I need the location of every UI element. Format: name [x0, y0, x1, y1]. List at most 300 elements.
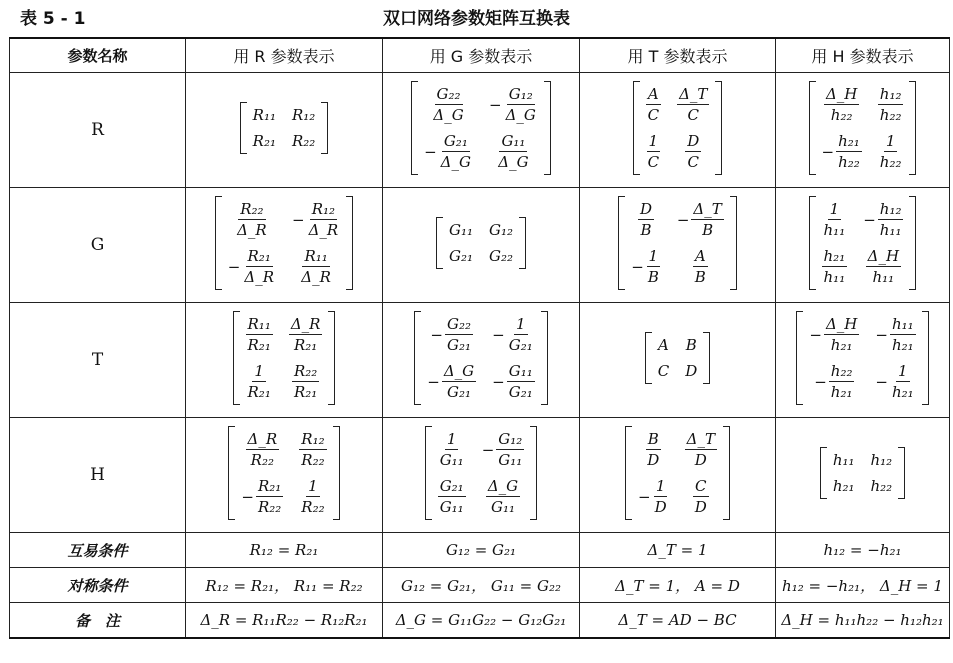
matrix [411, 81, 551, 175]
matrix [215, 196, 353, 290]
matrix-entry [496, 132, 530, 171]
matrix-cell [776, 73, 950, 188]
fraction [445, 315, 473, 354]
matrix-entry [871, 477, 893, 495]
fraction-denominator: R₂₂ [301, 451, 325, 469]
formula-cell: Δ_R = R₁₁R₂₂ − R₁₂R₂₁ [186, 603, 383, 639]
fraction-denominator: G₁₁ [439, 451, 464, 469]
matrix-grid [816, 81, 910, 175]
matrix-left-bracket [240, 102, 247, 154]
matrix-left-bracket [625, 426, 632, 520]
matrix-right-bracket [922, 311, 929, 405]
fraction-denominator: G₂₁ [508, 383, 533, 401]
matrix-row-g [10, 188, 950, 303]
minus-sign: − [863, 210, 876, 229]
matrix-entry [486, 477, 520, 516]
matrix-grid [240, 311, 329, 405]
fraction [677, 85, 709, 124]
minus-sign: − [809, 325, 822, 344]
matrix [618, 196, 737, 290]
entry-symbol: h₂₁ [832, 477, 855, 495]
matrix-entry [489, 247, 513, 265]
matrix-left-bracket [618, 196, 625, 290]
fraction-numerator: Δ_T [679, 85, 708, 103]
fraction-numerator: R₂₁ [247, 247, 271, 265]
fraction [431, 85, 465, 124]
matrix-left-bracket [425, 426, 432, 520]
fraction [246, 430, 280, 469]
matrix-cell [776, 188, 950, 303]
matrix [809, 81, 917, 175]
fraction [693, 477, 709, 516]
matrix [228, 426, 339, 520]
entry-symbol: G₂₁ [448, 247, 473, 265]
fraction [866, 247, 901, 286]
matrix-entry [875, 362, 915, 401]
row-label: 互易条件 [10, 533, 186, 568]
fraction-denominator: R₂₂ [250, 451, 274, 469]
fraction [438, 430, 466, 469]
matrix-left-bracket [809, 81, 816, 175]
matrix-entry [646, 85, 661, 124]
matrix-entry [677, 85, 709, 124]
header-t: 用 T 参数表示 [580, 38, 776, 73]
minus-sign: − [875, 372, 888, 391]
fraction [507, 315, 535, 354]
fraction-numerator: 1 [655, 477, 666, 495]
matrix-entry [638, 477, 669, 516]
fraction-numerator: Δ_H [867, 247, 900, 265]
fraction-numerator: 1 [446, 430, 457, 448]
matrix-grid [652, 332, 704, 384]
matrix-right-bracket [328, 311, 335, 405]
row-label: H [10, 418, 186, 533]
fraction [836, 132, 862, 171]
entry-symbol: D [685, 362, 698, 380]
fraction-numerator: 1 [885, 132, 896, 150]
matrix [425, 426, 538, 520]
fraction [442, 362, 476, 401]
fraction-numerator: 1 [254, 362, 264, 380]
fraction [235, 200, 269, 239]
formula-cell: h₁₂ = −h₂₁ [776, 533, 950, 568]
row-label: G [10, 188, 186, 303]
fraction-denominator: h₁₁ [823, 221, 846, 239]
fraction-numerator: G₁₂ [508, 85, 533, 103]
fraction [693, 247, 708, 286]
matrix-grid [640, 81, 716, 175]
minus-sign: − [241, 487, 254, 506]
matrix-grid [235, 426, 332, 520]
minus-sign: − [424, 142, 437, 161]
fraction-numerator: G₁₂ [498, 430, 523, 448]
matrix-right-bracket [530, 426, 537, 520]
matrix-left-bracket [215, 196, 222, 290]
fraction [638, 200, 654, 239]
fraction-numerator: Δ_H [825, 85, 858, 103]
matrix-right-bracket [519, 217, 526, 269]
fraction [246, 315, 273, 354]
matrix-entry [686, 336, 697, 354]
matrix-cell [383, 303, 580, 418]
header-r: 用 R 参数表示 [186, 38, 383, 73]
matrix-entry [638, 200, 654, 239]
fraction-denominator: R₂₁ [247, 383, 271, 401]
fraction-denominator: h₂₁ [830, 336, 853, 354]
matrix-right-bracket [909, 196, 916, 290]
matrix-grid [816, 196, 910, 290]
fraction-numerator: D [640, 200, 653, 218]
matrix-grid [418, 81, 544, 175]
matrix-left-bracket [633, 81, 640, 175]
fraction-numerator: 1 [308, 477, 318, 495]
matrix-grid [443, 217, 519, 269]
matrix-entry [878, 85, 904, 124]
fraction-denominator: h₁₁ [872, 268, 895, 286]
fraction-denominator: D [694, 451, 707, 469]
matrix-entry [292, 200, 340, 239]
fraction [496, 430, 524, 469]
matrix-right-bracket [346, 196, 353, 290]
fraction [878, 132, 904, 171]
matrix-entry [427, 362, 476, 401]
fraction [890, 362, 916, 401]
minus-sign: − [292, 210, 305, 229]
fraction [824, 315, 859, 354]
matrix-entry [430, 315, 473, 354]
fraction-denominator: Δ_R [244, 268, 274, 286]
formula-cell: Δ_T = 1 [580, 533, 776, 568]
matrix-entry [658, 362, 669, 380]
header-g: 用 G 参数表示 [383, 38, 580, 73]
fraction-denominator: Δ_G [433, 106, 464, 124]
fraction-denominator: R₂₂ [257, 498, 282, 516]
fraction-numerator: 1 [515, 315, 526, 333]
fraction [256, 477, 283, 516]
formula-cell: Δ_T = 1， A = D [580, 568, 776, 603]
entry-symbol: h₁₁ [832, 451, 855, 469]
fraction-numerator: h₁₂ [879, 85, 902, 103]
fraction-denominator: Δ_R [301, 268, 331, 286]
matrix-entry [685, 132, 701, 171]
matrix [240, 102, 329, 154]
matrix-row-r [10, 73, 950, 188]
fraction [504, 85, 538, 124]
fraction-denominator: h₂₁ [891, 383, 914, 401]
matrix-entry [871, 451, 893, 469]
table-number: 表 5 - 1 [20, 9, 86, 29]
header-row [10, 38, 950, 73]
formula-cell: Δ_G = G₁₁G₂₂ − G₁₂G₂₁ [383, 603, 580, 639]
matrix-left-bracket [228, 426, 235, 520]
fraction [646, 85, 661, 124]
minus-sign: − [481, 440, 495, 459]
formula-cell: h₁₂ = −h₂₁， Δ_H = 1 [776, 568, 950, 603]
matrix-grid [222, 196, 346, 290]
fraction-denominator: Δ_R [308, 221, 339, 239]
fraction [507, 362, 535, 401]
matrix-right-bracket [541, 311, 548, 405]
matrix-entry [814, 362, 854, 401]
fraction-denominator: Δ_G [498, 153, 529, 171]
formula-cell: G₁₂ = G₂₁， G₁₁ = G₂₂ [383, 568, 580, 603]
entry-symbol: G₂₂ [489, 247, 514, 265]
matrix-right-bracket [333, 426, 340, 520]
matrix-left-bracket [411, 81, 418, 175]
entry-symbol: R₁₂ [292, 106, 316, 124]
formula-cell: Δ_H = h₁₁h₂₂ − h₁₂h₂₁ [776, 603, 950, 639]
entry-symbol: A [658, 336, 669, 354]
fraction [299, 430, 326, 469]
matrix-cell [186, 303, 383, 418]
fraction-numerator: R₂₂ [240, 200, 264, 218]
matrix-entry [438, 477, 466, 516]
fraction-numerator: Δ_H [825, 315, 858, 333]
matrix-right-bracket [730, 196, 737, 290]
matrix-left-bracket [796, 311, 803, 405]
fraction-denominator: h₂₂ [879, 153, 902, 171]
fraction-numerator: R₂₁ [257, 477, 282, 495]
matrix-entry [878, 132, 904, 171]
matrix-grid [632, 426, 723, 520]
header-param-name: 参数名称 [10, 38, 186, 73]
table-title: 双口网络参数矩阵互换表 [383, 9, 570, 29]
fraction-denominator: B [694, 268, 706, 286]
matrix-entry [289, 315, 323, 354]
matrix-entry [246, 315, 273, 354]
matrix-entry [292, 106, 315, 124]
entry-symbol: G₁₂ [489, 221, 514, 239]
fraction-denominator: Δ_R [237, 221, 267, 239]
fraction-numerator: R₂₂ [294, 362, 318, 380]
minus-sign: − [430, 325, 443, 344]
fraction-numerator: G₂₂ [446, 315, 471, 333]
matrix-cell [383, 188, 580, 303]
matrix-cell [186, 73, 383, 188]
matrix [233, 311, 336, 405]
fraction [878, 85, 904, 124]
matrix-left-bracket [414, 311, 421, 405]
notes-row [10, 603, 950, 639]
fraction [307, 200, 341, 239]
fraction-numerator: D [687, 132, 700, 150]
minus-sign: − [427, 372, 440, 391]
minus-sign: − [489, 95, 502, 114]
fraction [878, 200, 904, 239]
matrix-entry [235, 200, 269, 239]
symmetry-row [10, 568, 950, 603]
fraction-denominator: G₂₁ [446, 336, 471, 354]
minus-sign: − [875, 325, 888, 344]
matrix-left-bracket [820, 447, 827, 499]
fraction-denominator: h₁₁ [823, 268, 846, 286]
fraction-numerator: h₂₁ [838, 132, 860, 150]
row-label: T [10, 303, 186, 418]
matrix-grid [432, 426, 531, 520]
matrix-entry [693, 247, 708, 286]
fraction-numerator: B [647, 430, 659, 448]
matrix-cell [383, 418, 580, 533]
matrix-cell [580, 73, 776, 188]
row-label: R [10, 73, 186, 188]
fraction-denominator: h₁₁ [879, 221, 902, 239]
fraction-denominator: R₂₁ [247, 336, 271, 354]
matrix-entry [424, 132, 473, 171]
fraction [829, 362, 855, 401]
fraction-denominator: Δ_G [440, 153, 471, 171]
fraction [292, 362, 319, 401]
matrix-grid [803, 311, 921, 405]
fraction [438, 477, 466, 516]
matrix-entry [677, 200, 724, 239]
matrix-entry [299, 247, 333, 286]
matrix-right-bracket [898, 447, 905, 499]
matrix-cell [186, 188, 383, 303]
matrix-right-bracket [715, 81, 722, 175]
matrix-entry [824, 85, 859, 124]
matrix-cell [580, 418, 776, 533]
fraction [246, 362, 273, 401]
matrix [809, 196, 917, 290]
fraction [822, 200, 848, 239]
minus-sign: − [814, 372, 827, 391]
entry-symbol: h₁₂ [870, 451, 893, 469]
fraction-denominator: D [647, 451, 660, 469]
matrix-entry [685, 430, 717, 469]
matrix-entry [833, 451, 855, 469]
conversion-table [9, 37, 950, 639]
fraction-denominator: C [647, 153, 660, 171]
matrix-cell [580, 303, 776, 418]
fraction [242, 247, 276, 286]
matrix-entry [299, 430, 326, 469]
fraction-numerator: h₁₁ [891, 315, 914, 333]
matrix-entry [645, 430, 661, 469]
matrix-right-bracket [909, 81, 916, 175]
fraction-numerator: Δ_G [487, 477, 519, 495]
matrix-entry [246, 362, 273, 401]
fraction-numerator: A [647, 85, 659, 103]
minus-sign: − [492, 325, 505, 344]
fraction-numerator: A [694, 247, 706, 265]
fraction-numerator: G₂₂ [436, 85, 461, 103]
fraction [646, 132, 661, 171]
matrix-entry [875, 315, 915, 354]
fraction-numerator: C [695, 477, 707, 495]
reciprocity-row [10, 533, 950, 568]
fraction-numerator: 1 [648, 247, 659, 265]
matrix-right-bracket [544, 81, 551, 175]
minus-sign: − [676, 210, 690, 229]
fraction-numerator: Δ_T [693, 200, 722, 218]
matrix-entry [492, 315, 535, 354]
fraction-numerator: Δ_G [443, 362, 475, 380]
minus-sign: − [227, 257, 241, 276]
fraction-numerator: R₁₂ [301, 430, 325, 448]
fraction-denominator: R₂₂ [301, 498, 325, 516]
matrix-entry [449, 247, 473, 265]
matrix-cell [776, 418, 950, 533]
fraction [486, 477, 520, 516]
fraction [685, 132, 701, 171]
fraction-denominator: G₁₁ [498, 451, 523, 469]
matrix-entry [241, 477, 283, 516]
matrix-entry [292, 362, 319, 401]
fraction-numerator: 1 [648, 132, 659, 150]
matrix-right-bracket [321, 102, 328, 154]
fraction [685, 430, 717, 469]
matrix-entry [822, 132, 862, 171]
matrix-entry [822, 200, 848, 239]
entry-symbol: h₂₂ [870, 477, 893, 495]
matrix-entry [253, 132, 276, 150]
matrix-entry [646, 132, 661, 171]
matrix-entry [299, 477, 326, 516]
matrix-left-bracket [436, 217, 443, 269]
fraction [299, 247, 333, 286]
minus-sign: − [638, 487, 651, 506]
fraction [691, 200, 723, 239]
fraction-numerator: R₁₁ [304, 247, 328, 265]
fraction [645, 430, 661, 469]
fraction-numerator: Δ_T [686, 430, 715, 448]
fraction-denominator: Δ_G [505, 106, 536, 124]
matrix-entry [863, 200, 903, 239]
matrix-entry [438, 430, 466, 469]
matrix-entry [693, 477, 709, 516]
matrix-entry [833, 477, 855, 495]
matrix-entry [292, 132, 315, 150]
formula-cell: G₁₂ = G₂₁ [383, 533, 580, 568]
fraction-denominator: h₂₁ [830, 383, 853, 401]
matrix-entry [431, 85, 465, 124]
matrix-cell [186, 418, 383, 533]
fraction-denominator: D [694, 498, 707, 516]
fraction-denominator: G₂₁ [446, 383, 471, 401]
matrix-entry [658, 336, 669, 354]
fraction [646, 247, 661, 286]
matrix [820, 447, 905, 499]
fraction [289, 315, 323, 354]
matrix-entry [866, 247, 901, 286]
matrix-entry [685, 362, 697, 380]
matrix-right-bracket [723, 426, 730, 520]
matrix [625, 426, 730, 520]
fraction-numerator: R₁₂ [311, 200, 336, 218]
fraction-denominator: h₂₁ [891, 336, 914, 354]
fraction [822, 247, 848, 286]
fraction-denominator: B [702, 221, 714, 239]
fraction-numerator: G₁₁ [508, 362, 533, 380]
entry-symbol: R₂₁ [252, 132, 276, 150]
matrix-entry [253, 106, 276, 124]
minus-sign: − [631, 257, 644, 276]
matrix-entry [228, 247, 276, 286]
fraction-numerator: R₁₁ [247, 315, 271, 333]
fraction-denominator: B [640, 221, 652, 239]
matrix [633, 81, 723, 175]
matrix-cell [776, 303, 950, 418]
matrix-entry [449, 221, 473, 239]
fraction-numerator: h₁₂ [879, 200, 902, 218]
matrix-cell [383, 73, 580, 188]
formula-cell: Δ_T = AD − BC [580, 603, 776, 639]
fraction [496, 132, 530, 171]
matrix-grid [247, 102, 322, 154]
matrix-row-t [10, 303, 950, 418]
matrix [436, 217, 526, 269]
fraction-denominator: R₂₁ [294, 383, 318, 401]
